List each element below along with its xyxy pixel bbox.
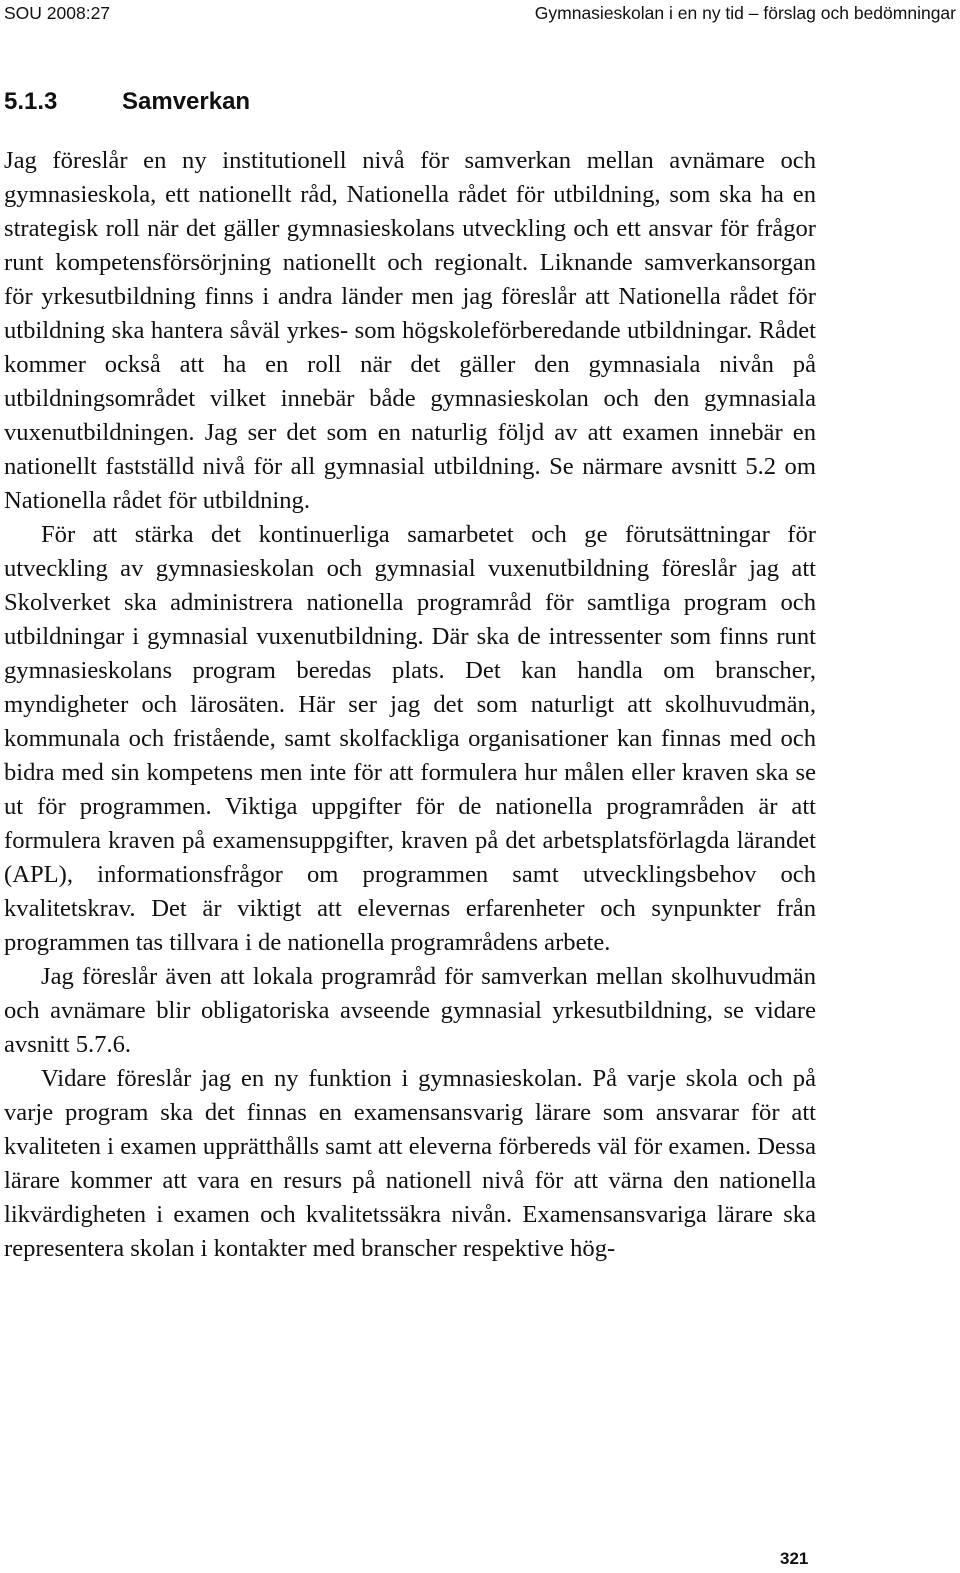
paragraph: Vidare föreslår jag en ny funktion i gymnasieskolan. På varje skola och på varje program ska det finnas en examensansvarig lärare som ansvarar för att kvaliteten i examen upprätthålls samt att eleverna förbereds väl för examen. Dessa lärare kommer att vara en resurs på nationell nivå för att värna den nationella likvärdigheten i examen och kvalitetssäkra nivån. Examensansvariga lärare ska representera skolan i kontakter med branscher respektive hög-: [4, 1065, 816, 1262]
paragraph: För att stärka det kontinuerliga samarbetet och ge förutsättningar för utveckling av gymnasieskolan och gymnasial vuxenutbildning föreslår jag att Skolverket ska administrera nationella programråd för samtliga program och utbildningar i gymnasial vuxenutbildning. Där ska de intressenter som finns runt gymnasieskolans program beredas plats. Det kan handla om branscher, myndigheter och lärosäten. Här ser jag det som naturligt att skolhuvudmän, kommunala och fristående, samt skolfackliga organisationer kan finnas med och bidra med sin kompetens men inte för att formulera hur målen eller kraven ska se ut för programmen. Viktiga uppgifter för de nationella programråden är att formulera kraven på examensuppgifter, kraven på det arbetsplatsförlagda lärandet (APL), informationsfrågor om programmen samt utvecklingsbehov och kvalitetskrav. Det är viktigt att elevernas erfarenheter och synpunkter från programmen tas tillvara i de nationella programrådens arbete.: [4, 521, 816, 956]
section-number: 5.1.3: [4, 88, 58, 115]
report-id: SOU 2008:27: [4, 3, 111, 23]
paragraph: Jag föreslår även att lokala programråd för samverkan mellan skolhuvudmän och avnämare blir obligatoriska avseende gymnasial yrkesutbildning, se vidare avsnitt 5.7.6.: [4, 963, 816, 1058]
body-text: [4, 144, 816, 1266]
page-number: 321: [780, 1549, 809, 1568]
paragraph: Jag föreslår en ny institutionell nivå för samverkan mellan avnämare och gymnasieskola, ett nationellt råd, Nationella rådet för utbildning, som ska ha en strategisk roll när det gäller gymnasieskolans utveckling och ett ansvar för frågor runt kompetensförsörjning nationellt och regionalt. Liknande samverkansorgan för yrkesutbildning finns i andra länder men jag föreslår att Nationella rådet för utbildning ska hantera såväl yrkes- som högskoleförberedande utbildningar. Rådet kommer också att ha en roll när det gäller den gymnasiala nivån på utbildningsområdet vilket innebär både gymnasieskolan och den gymnasiala vuxenutbildningen. Jag ser det som en naturlig följd av att examen innebär en nationellt fastställd nivå för all gymnasial utbildning. Se närmare avsnitt 5.2 om Nationella rådet för utbildning.: [4, 147, 816, 514]
section-title: Samverkan: [122, 88, 251, 115]
report-title: Gymnasieskolan i en ny tid – förslag och bedömningar: [534, 3, 956, 23]
section-heading: [4, 86, 250, 118]
